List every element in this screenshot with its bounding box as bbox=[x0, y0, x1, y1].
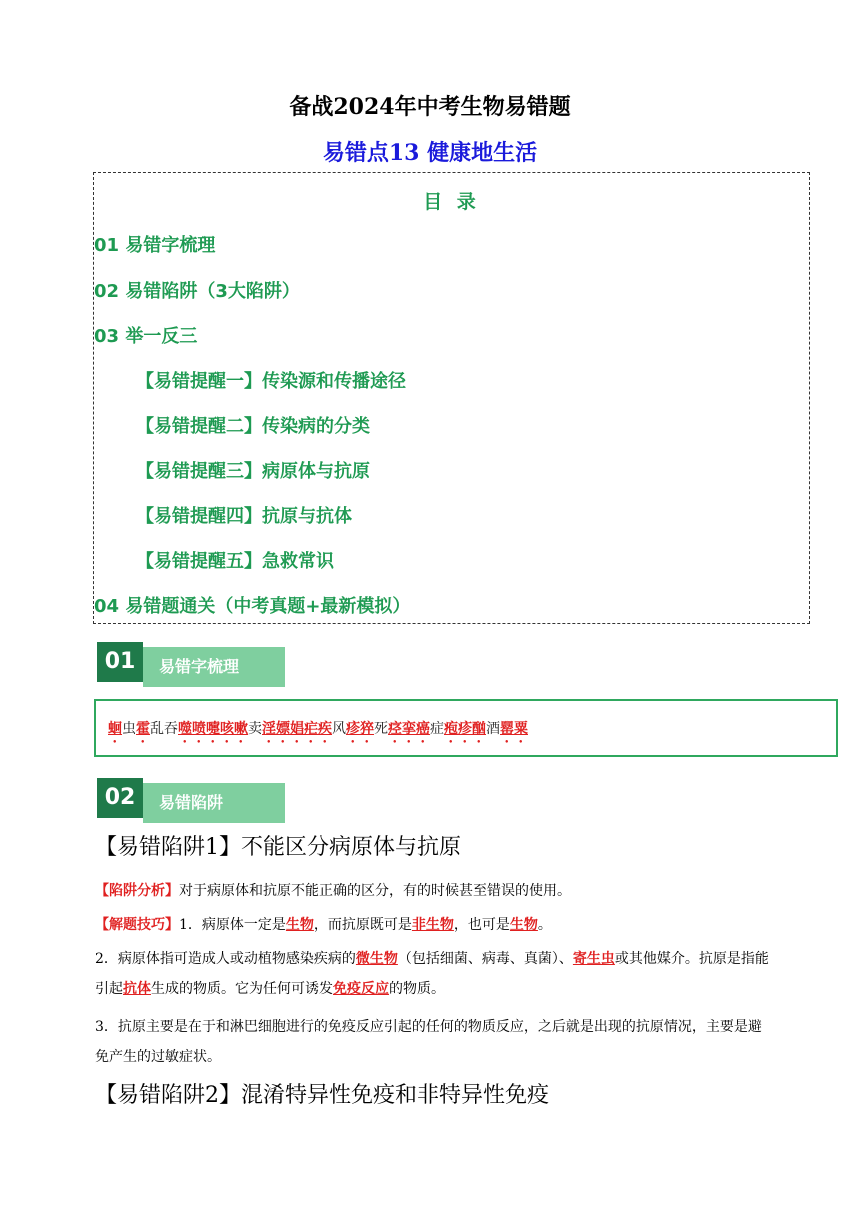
skill-text: 。 bbox=[537, 917, 552, 933]
confusable-char: 蛔 bbox=[108, 721, 122, 737]
point-text: 的物质。 bbox=[389, 981, 445, 997]
toc-item-01[interactable]: 01 易错字梳理 bbox=[94, 235, 216, 256]
trap-2-title: 【易错陷阱2】混淆特异性免疫和非特异性免疫 bbox=[95, 1083, 549, 1108]
document-subtitle: 易错点13 健康地生活 bbox=[322, 140, 538, 166]
plain-char: 酒 bbox=[486, 721, 500, 737]
keyword: 非生物 bbox=[411, 917, 454, 933]
plain-char: 风 bbox=[332, 721, 346, 737]
table-of-contents bbox=[93, 172, 810, 624]
point-text: 2．病原体指可造成人或动植物感染疾病的 bbox=[95, 951, 356, 967]
trap-1-skill-1 bbox=[95, 910, 775, 940]
trap-1-point-3: 3．抗原主要是在于和淋巴细胞进行的免疫反应引起的任何的物质反应，之后就是出现的抗原情况，主要是避免产生的过敏症状。 bbox=[95, 1019, 762, 1065]
trap-1-point-2 bbox=[95, 944, 775, 1004]
toc-item-02[interactable]: 02 易错陷阱（3大陷阱） bbox=[94, 281, 300, 302]
confusable-char: 疹猝 bbox=[346, 721, 374, 737]
skill-text: ，而抗原既可是 bbox=[313, 917, 412, 933]
toc-heading: 目 录 bbox=[423, 191, 480, 213]
toc-item-03[interactable]: 03 举一反三 bbox=[94, 326, 198, 347]
toc-subitem-3[interactable]: 【易错提醒三】病原体与抗原 bbox=[136, 461, 370, 482]
confusable-char: 淫嫖娼疟疾 bbox=[262, 721, 332, 737]
keyword: 微生物 bbox=[355, 951, 398, 967]
plain-char: 卖 bbox=[248, 721, 262, 737]
keyword: 生物 bbox=[285, 917, 314, 933]
confusable-char: 痉挛癌 bbox=[388, 721, 430, 737]
section-number: 01 bbox=[97, 642, 143, 682]
toc-subitem-4[interactable]: 【易错提醒四】抗原与抗体 bbox=[136, 506, 352, 527]
toc-item-04[interactable]: 04 易错题通关（中考真题+最新模拟） bbox=[94, 596, 411, 617]
skill-tag: 【解题技巧】 bbox=[95, 917, 179, 933]
point-text: 生成的物质。它为任何可诱发 bbox=[151, 981, 333, 997]
skill-text: ，也可是 bbox=[453, 917, 510, 933]
analysis-text: 对于病原体和抗原不能正确的区分，有的时候甚至错误的使用。 bbox=[179, 883, 571, 899]
skill-text: 1．病原体一定是 bbox=[179, 917, 286, 933]
confusable-char: 疱疹酗 bbox=[444, 721, 486, 737]
keyword: 生物 bbox=[509, 917, 538, 933]
trap-1-title: 【易错陷阱1】不能区分病原体与抗原 bbox=[95, 835, 461, 860]
confusable-words-line bbox=[108, 718, 528, 746]
document-title: 备战2024年中考生物易错题 bbox=[289, 94, 571, 120]
toc-subitem-1[interactable]: 【易错提醒一】传染源和传播途径 bbox=[136, 371, 406, 392]
plain-char: 死 bbox=[374, 721, 388, 737]
point-text: （包括细菌、病毒、真菌）、 bbox=[397, 951, 573, 967]
section-label: 易错陷阱 bbox=[143, 783, 285, 823]
point-text: 或其他媒介。抗原是指能引起 bbox=[95, 951, 769, 997]
plain-char: 乱吞 bbox=[150, 721, 178, 737]
confusable-char: 噬喷嚏咳嗽 bbox=[178, 721, 248, 737]
plain-char: 虫 bbox=[122, 721, 136, 737]
keyword: 寄生虫 bbox=[572, 951, 615, 967]
keyword: 抗体 bbox=[123, 981, 151, 997]
analysis-tag: 【陷阱分析】 bbox=[95, 883, 179, 899]
keyword: 免疫反应 bbox=[333, 981, 389, 997]
confusable-words-box bbox=[94, 699, 838, 757]
confusable-char: 罂粟 bbox=[500, 721, 528, 737]
plain-char: 症 bbox=[430, 721, 444, 737]
confusable-char: 霍 bbox=[136, 721, 150, 737]
section-label: 易错字梳理 bbox=[143, 647, 285, 687]
section-number: 02 bbox=[97, 778, 143, 818]
toc-subitem-2[interactable]: 【易错提醒二】传染病的分类 bbox=[136, 416, 370, 437]
trap-1-analysis bbox=[95, 876, 775, 906]
toc-subitem-5[interactable]: 【易错提醒五】急救常识 bbox=[136, 551, 334, 572]
